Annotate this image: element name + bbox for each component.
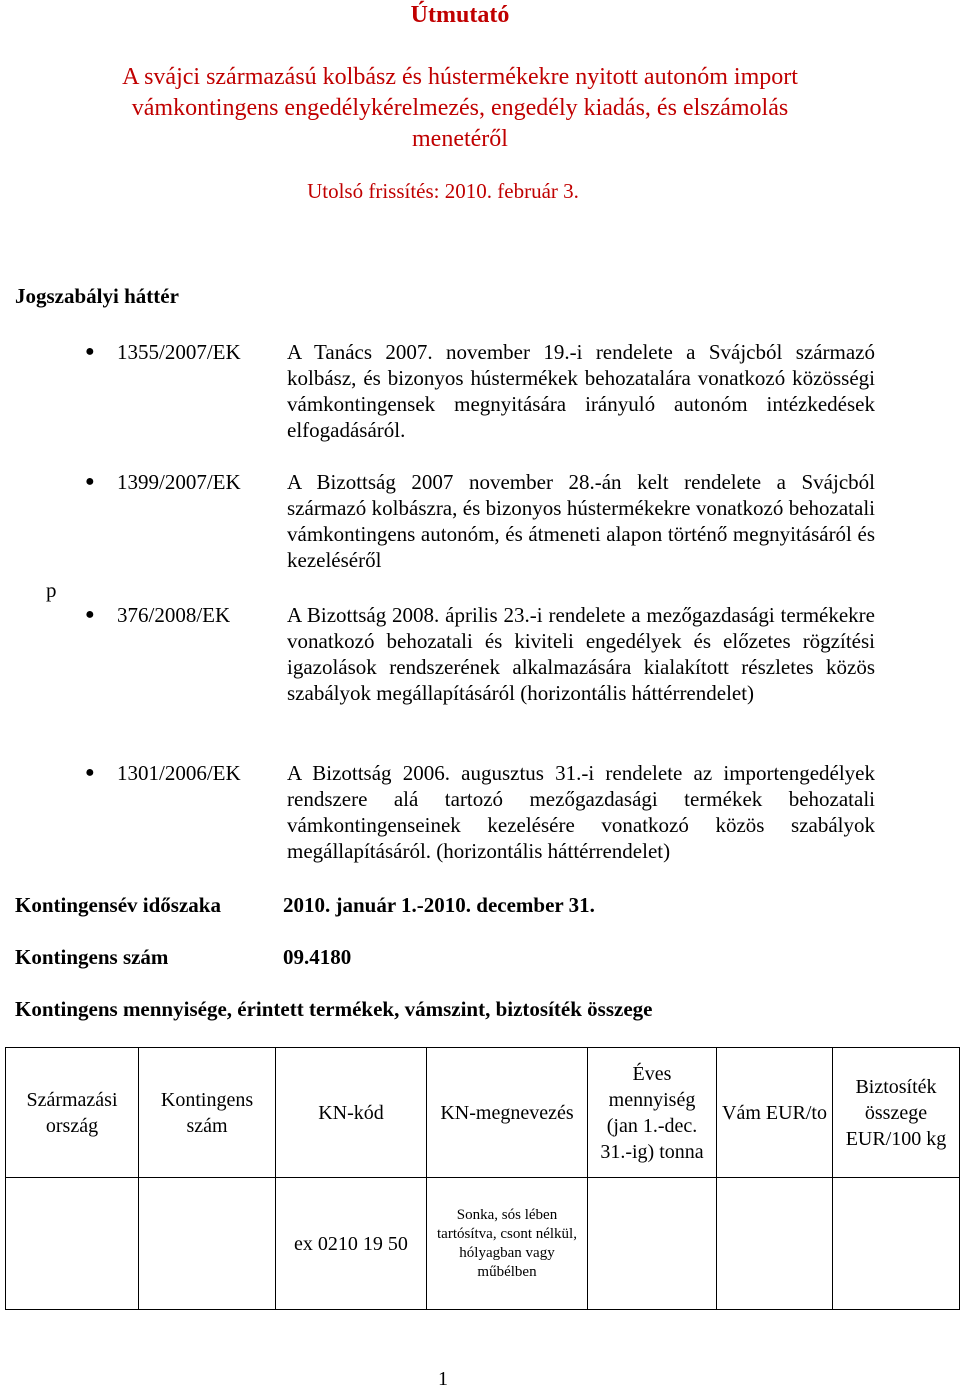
- legal-item: [85, 760, 875, 870]
- cell-cn-code: ex 0210 19 50: [276, 1178, 427, 1310]
- quota-number-label: Kontingens szám: [15, 945, 169, 969]
- regulation-description: A Bizottság 2007 november 28.-án kelt rendelete a Svájcból származó kolbászra, és bizonyos hústermékekre vonatkozó behozatali vámkontingens autonóm, és átmeneti alapon történő megnyitásáról és kezeléséről: [287, 470, 875, 572]
- regulation-description: A Bizottság 2006. augusztus 31.-i rendelete az importengedélyek rendszere alá tartozó mezőgazdasági termékek behozatali vámkontingenseinek kezelésére vonatkozó közös szabályok megállapításáról. (horizontális háttérrendelet): [287, 761, 875, 863]
- legal-item: [85, 339, 875, 449]
- regulation-code: 1399/2007/EK: [117, 470, 241, 494]
- document-subtitle: [0, 62, 920, 155]
- cell-quota-number: [139, 1178, 276, 1310]
- cell-duty: [717, 1178, 833, 1310]
- header-cn-code: KN-kód: [276, 1048, 427, 1178]
- regulation-code: 1301/2006/EK: [117, 761, 241, 785]
- cell-annual-quantity: [588, 1178, 717, 1310]
- bullet-icon: ●: [85, 343, 95, 360]
- quota-number: [15, 945, 352, 970]
- header-duty: Vám EUR/to: [717, 1048, 833, 1178]
- quota-period-value: 2010. január 1.-2010. december 31.: [283, 893, 595, 917]
- header-origin: Származási ország: [6, 1048, 139, 1178]
- regulation-code: 376/2008/EK: [117, 603, 231, 627]
- cell-cn-description: Sonka, sós lében tartósítva, csont nélkül, hólyagban vagy műbélben: [427, 1178, 588, 1310]
- table-header-row: [6, 1048, 960, 1178]
- page-number: 1: [438, 1368, 448, 1390]
- header-cn-description: KN-megnevezés: [427, 1048, 588, 1178]
- legal-item: [85, 602, 875, 737]
- bullet-icon: ●: [85, 606, 95, 623]
- header-quota-number: Kontingens szám: [139, 1048, 276, 1178]
- quota-period: [15, 893, 595, 918]
- stray-letter: p: [46, 578, 57, 602]
- subtitle-line: A svájci származású kolbász és hústermékekre nyitott autonóm import: [122, 64, 798, 90]
- bullet-icon: ●: [85, 473, 95, 490]
- header-annual-quantity: Éves mennyiség (jan 1.-dec. 31.-ig) tonna: [588, 1048, 717, 1178]
- quota-period-label: Kontingensév időszaka: [15, 893, 221, 917]
- regulation-description: A Bizottság 2008. április 23.-i rendelete a mezőgazdasági termékekre vonatkozó behozatali és kiviteli engedélyek és előzetes rögzítési igazolások rendszerének alkalmazására kialakított részletes közös szabályok megállapításáról (horizontális háttérrendelet): [287, 603, 875, 705]
- quota-table: [5, 1047, 960, 1310]
- header-security: Biztosíték összege EUR/100 kg: [833, 1048, 960, 1178]
- regulation-code: 1355/2007/EK: [117, 340, 241, 364]
- quota-number-value: 09.4180: [283, 945, 352, 969]
- legal-item: [85, 469, 875, 579]
- regulation-description: A Tanács 2007. november 19.-i rendelete a Svájcból származó kolbász, és bizonyos hústermékek behozatalára vonatkozó közösségi vámkontingensek megnyitására irányuló autonóm intézkedések elfogadásáról.: [287, 340, 875, 442]
- cell-security: [833, 1178, 960, 1310]
- table-heading: Kontingens mennyisége, érintett termékek, vámszint, biztosíték összege: [15, 997, 653, 1021]
- subtitle-line: vámkontingens engedélykérelmezés, engedély kiadás, és elszámolás: [131, 95, 789, 121]
- cell-origin: [6, 1178, 139, 1310]
- table-row: [6, 1178, 960, 1310]
- bullet-icon: ●: [85, 764, 95, 781]
- legal-background-heading: Jogszabályi háttér: [15, 284, 179, 308]
- last-updated: Utolsó frissítés: 2010. február 3.: [307, 179, 579, 203]
- subtitle-line: menetéről: [412, 126, 508, 152]
- page-title: Útmutató: [410, 2, 510, 28]
